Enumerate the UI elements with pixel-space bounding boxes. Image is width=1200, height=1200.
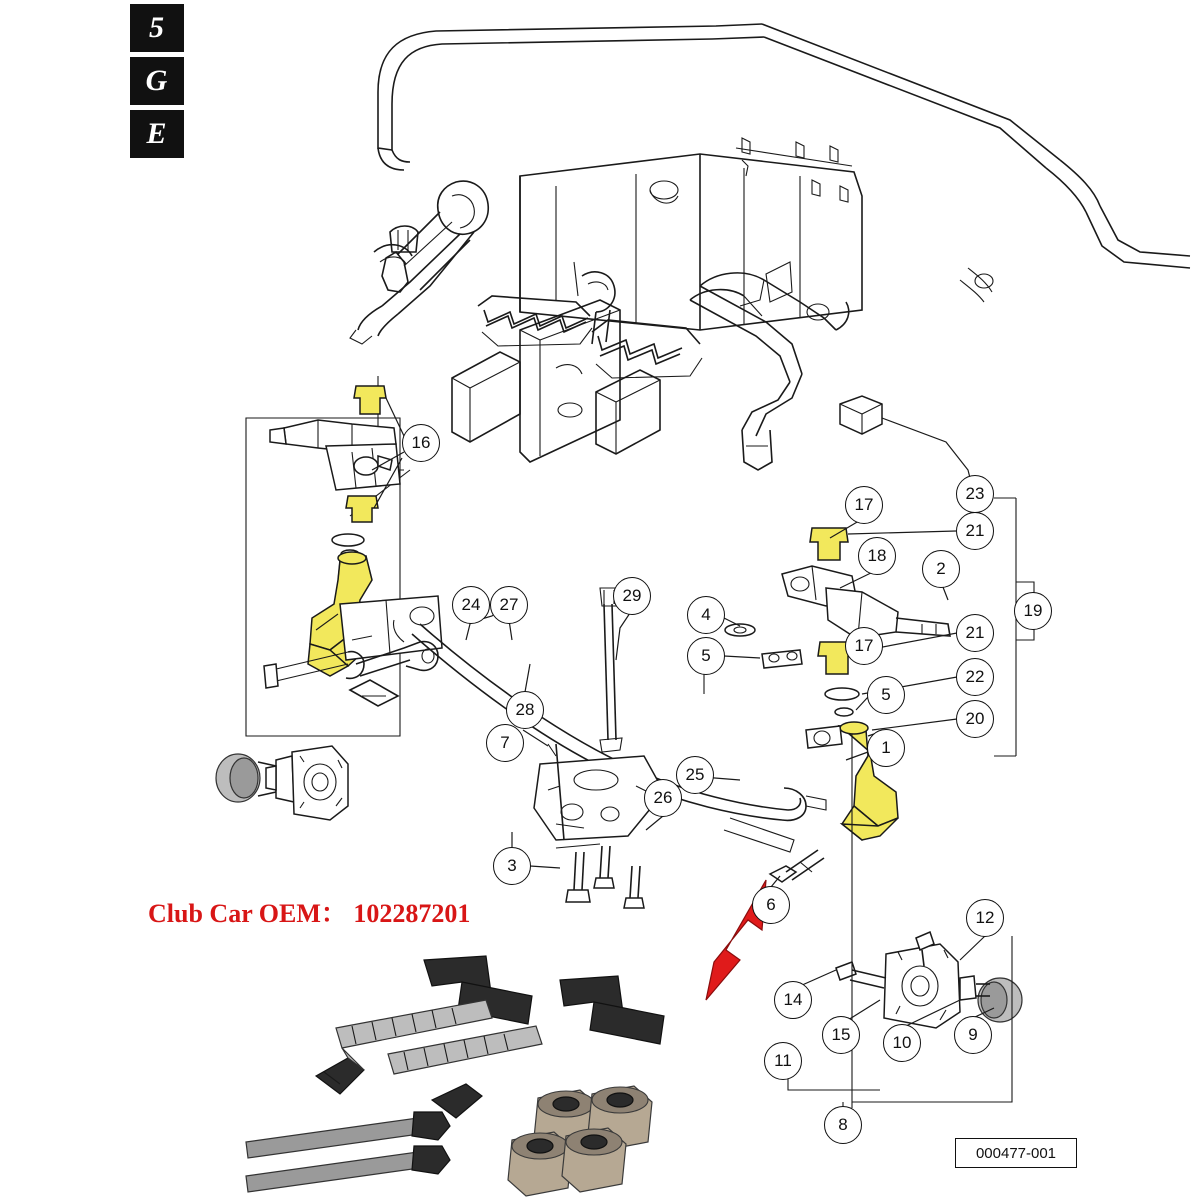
- callout-bubble-17b: 17: [845, 627, 883, 665]
- callout-bubble-22: 22: [956, 658, 994, 696]
- lower-right-bolt: [770, 850, 824, 882]
- front-bumper-assembly: [378, 24, 1190, 302]
- callout-bubble-16: 16: [402, 424, 440, 462]
- callout-bubble-3: 3: [493, 847, 531, 885]
- right-top-nut: [840, 396, 882, 434]
- right-gear-housing-assembly: [836, 932, 1022, 1028]
- callout-bubble-9: 9: [954, 1016, 992, 1054]
- callout-bubble-29: 29: [613, 577, 651, 615]
- callout-bubble-26: 26: [644, 779, 682, 817]
- callout-bubble-21b: 21: [956, 614, 994, 652]
- callout-bubble-28: 28: [506, 691, 544, 729]
- left-gear-housing-assembly: [216, 746, 348, 820]
- left-upper-control-arm: [350, 181, 488, 344]
- callout-bubble-11: 11: [764, 1042, 802, 1080]
- callout-bubble-27: 27: [490, 586, 528, 624]
- callout-bubble-1: 1: [867, 729, 905, 767]
- letter-block-e: E: [130, 110, 184, 158]
- coil-spring-right: [592, 320, 702, 378]
- callout-bubble-18: 18: [858, 537, 896, 575]
- callout-bubble-5a: 5: [687, 637, 725, 675]
- oem-caption: Club Car OEM： 102287201: [148, 899, 471, 928]
- callout-bubble-6: 6: [752, 886, 790, 924]
- callout-bubble-4: 4: [687, 596, 725, 634]
- callout-bubble-10: 10: [883, 1024, 921, 1062]
- callout-bubble-17a: 17: [845, 486, 883, 524]
- left-steering-arm-part: [270, 420, 400, 490]
- left-bracket-and-tierod: [264, 596, 442, 706]
- right-washer-group: [725, 624, 802, 668]
- center-vertical-rod: [600, 588, 622, 752]
- center-bolt-group: [556, 844, 644, 908]
- drawing-code-box: 000477-001: [955, 1138, 1077, 1168]
- right-lower-control-arm: [690, 273, 849, 470]
- callout-bubble-19: 19: [1014, 592, 1052, 630]
- callout-bubble-25: 25: [676, 756, 714, 794]
- callout-bubble-14: 14: [774, 981, 812, 1019]
- callout-bubble-21a: 21: [956, 512, 994, 550]
- letter-block-g: G: [130, 57, 184, 105]
- callout-bubble-20: 20: [956, 700, 994, 738]
- callout-bubble-23: 23: [956, 475, 994, 513]
- callout-bubble-24: 24: [452, 586, 490, 624]
- callout-bubble-12: 12: [966, 899, 1004, 937]
- replacement-parts-photo: [246, 956, 664, 1196]
- callout-bubble-2: 2: [922, 550, 960, 588]
- callout-bubble-7: 7: [486, 724, 524, 762]
- callout-bubble-15: 15: [822, 1016, 860, 1054]
- coil-spring-left: [478, 296, 592, 346]
- letter-block-5: 5: [130, 4, 184, 52]
- callout-bubble-5b: 5: [867, 676, 905, 714]
- callout-bubble-8: 8: [824, 1106, 862, 1144]
